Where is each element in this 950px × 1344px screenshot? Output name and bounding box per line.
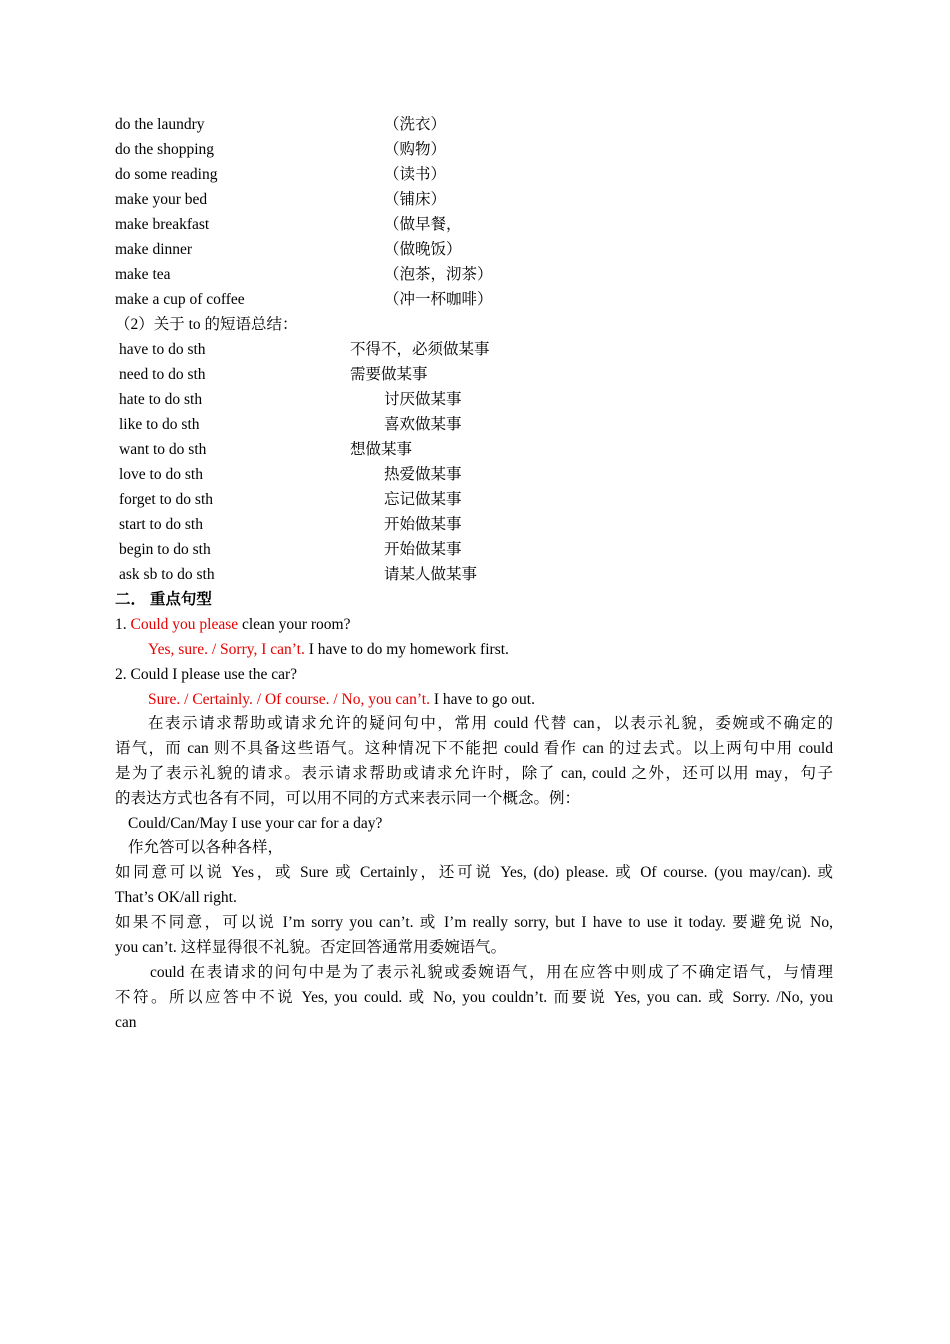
phrase-zh: 忘记做某事: [384, 491, 462, 508]
paragraph-line: 如果不同意，可以说 I’m sorry you can’t. 或 I’m really sorry, but I have to use it today. 要避免说 No,: [115, 914, 833, 931]
paragraph-line: 语气，而 can 则不具备这些语气。这种情况下不能把 could 看作 can 的过去式。以上两句中用 could: [115, 740, 833, 757]
phrase-zh: 讨厌做某事: [384, 391, 462, 408]
answer-2: [148, 687, 535, 712]
paragraph-line: That’s OK/all right.: [115, 889, 237, 906]
paragraph-line: 是为了表示礼貌的请求。表示请求帮助或请求允许时，除了 can, could 之外，还可以用 may，句子: [115, 765, 833, 782]
phrase-zh: 需要做某事: [350, 366, 428, 383]
phrase-en: do some reading: [115, 166, 218, 183]
phrase-en: begin to do sth: [119, 541, 211, 558]
answer-1-highlight: Yes, sure. / Sorry, I can’t.: [148, 641, 305, 658]
phrase-zh: 想做某事: [350, 441, 413, 458]
phrase-zh: 开始做某事: [384, 516, 462, 533]
phrase-zh: （做晚饭）: [384, 241, 462, 258]
phrase-en: make a cup of coffee: [115, 291, 245, 308]
phrase-zh: 热爱做某事: [384, 466, 462, 483]
phrase-zh: （做早餐，: [384, 216, 462, 233]
phrase-en: do the laundry: [115, 116, 205, 133]
paragraph-line: 在表示请求帮助或请求允许的疑问句中，常用 could 代替 can，以表示礼貌，委婉或不确定的: [148, 715, 833, 732]
answer-intro: 作允答可以各种各样，: [128, 839, 284, 856]
phrase-zh: 开始做某事: [384, 541, 462, 558]
phrase-zh: （泡茶，沏茶）: [384, 266, 493, 283]
phrase-en: hate to do sth: [119, 391, 203, 408]
question-1: [115, 612, 350, 637]
question-1-rest: clean your room?: [238, 616, 351, 633]
phrase-en: need to do sth: [119, 366, 206, 383]
section-2-title: （2）关于 to 的短语总结：: [115, 316, 298, 333]
paragraph-line: 如同意可以说 Yes，或 Sure 或 Certainly，还可说 Yes, (do) please. 或 Of course. (you may/can). 或: [115, 864, 833, 881]
phrase-en: have to do sth: [119, 341, 206, 358]
phrase-zh: （读书）: [384, 166, 447, 183]
phrase-en: make tea: [115, 266, 171, 283]
answer-2-rest: I have to go out.: [429, 691, 535, 708]
phrase-en: make dinner: [115, 241, 193, 258]
phrase-en: make breakfast: [115, 216, 210, 233]
key-sentences-heading: 二． 重点句型: [115, 591, 212, 608]
question-2: 2. Could I please use the car?: [115, 666, 298, 683]
phrase-en: forget to do sth: [119, 491, 213, 508]
phrase-en: make your bed: [115, 191, 208, 208]
phrase-zh: （铺床）: [384, 191, 447, 208]
paragraph-line: can: [115, 1014, 137, 1031]
answer-2-highlight: Sure. / Certainly. / Of course. / No, you can’t.: [148, 691, 430, 708]
example-sentence: Could/Can/May I use your car for a day?: [128, 815, 383, 832]
phrase-en: like to do sth: [119, 416, 200, 433]
paragraph-line: you can’t. 这样显得很不礼貌。否定回答通常用委婉语气。: [115, 939, 507, 956]
phrase-en: do the shopping: [115, 141, 215, 158]
answer-1-rest: I have to do my homework first.: [304, 641, 509, 658]
phrase-en: want to do sth: [119, 441, 207, 458]
paragraph-line: could 在表请求的问句中是为了表示礼貌或委婉语气，用在应答中则成了不确定语气，与情理: [150, 964, 833, 981]
phrase-zh: （洗衣）: [384, 116, 447, 133]
phrase-en: love to do sth: [119, 466, 203, 483]
phrase-zh: （冲一杯咖啡）: [384, 291, 493, 308]
question-1-highlight: Could you please: [130, 616, 239, 633]
phrase-zh: 喜欢做某事: [384, 416, 462, 433]
paragraph-line: 不符。所以应答中不说 Yes, you could. 或 No, you couldn’t. 而要说 Yes, you can. 或 Sorry. /No, you: [115, 989, 833, 1006]
phrase-zh: 不得不，必须做某事: [350, 341, 490, 358]
phrase-en: start to do sth: [119, 516, 203, 533]
phrase-zh: （购物）: [384, 141, 447, 158]
phrase-en: ask sb to do sth: [119, 566, 215, 583]
phrase-zh: 请某人做某事: [384, 566, 478, 583]
answer-1: [148, 637, 509, 662]
question-1-number: 1.: [115, 616, 131, 633]
paragraph-line: 的表达方式也各有不同，可以用不同的方式来表示同一个概念。例：: [115, 790, 581, 807]
